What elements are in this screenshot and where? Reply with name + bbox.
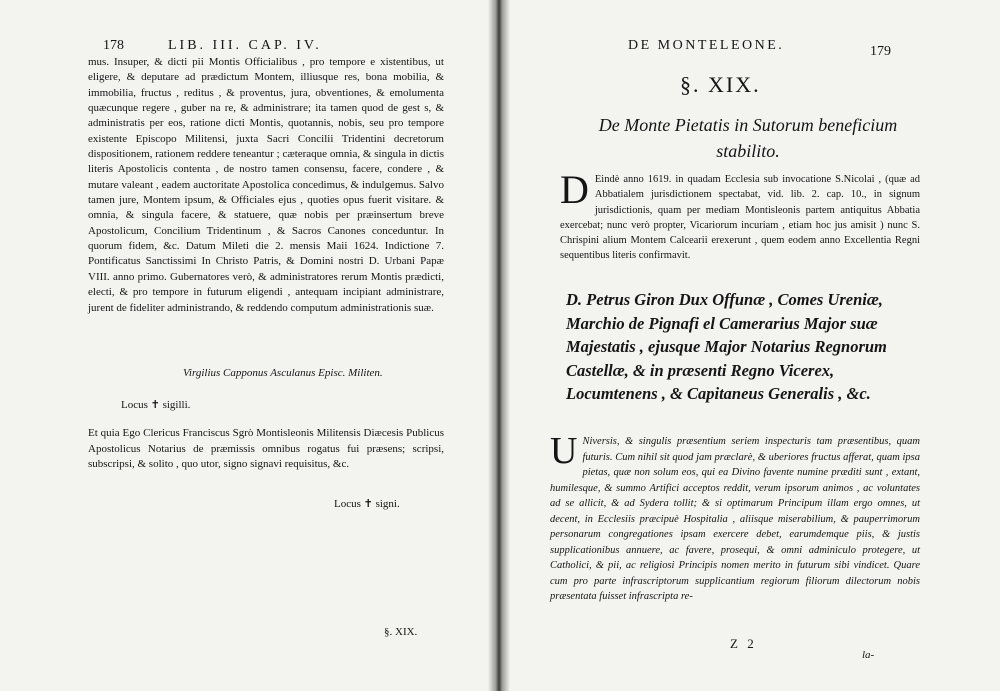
letter-paragraph — [550, 430, 920, 605]
running-head: LIB. III. CAP. IV. — [168, 38, 322, 53]
sign-locus: Locus ✝ signi. — [334, 498, 400, 510]
running-head: DE MONTELEONE. — [628, 38, 785, 53]
body-paragraph: mus. Insuper, & dicti pii Montis Officialibus , pro tempore e xistentibus, ut eligere, & deputare ad prædictum Montem, illiusque res, bona mobilia, & immobilia, fructus , reditus , & proventus, jura, obventiones, & emolumenta quæcunque regere , guber na re, & administrare; ita tamen quod de gest s, & administratis per eos, ratione dicti Montis, quotannis, nobis, seu pro tempore existente Episcopo Militensi, juxta Sacri Concilii Tridentini decretorum dispositionem, rationem reddere teneantur ; cæteraque omnia, & singula in dictis literis Apostolicis contenta , de nostro tamen consensu, facere, condere , & mutare valeant , eadem auctoritate Apostolica concedimus, & indulgemus. Salvo tamen jure, Montem ipsum, & Officiales ejus , quoties opus fuerit visitare. & omnia, & singula facere, & statuere, quæ nobis per præinsertum breve Apostolicum, Concilium Tridentinum , & Sacros Canones conceduntur. In quorum fidem, &c. Datum Mileti die 2. mensis Maii 1624. Indictione 7. Pontificatus Sanctissimi In Christo Patris, & Domini nostri D. Urbani Papæ VIII. anno primo. Gubernatores verò, & administratores rerum Montis prædicti, electi, & pro tempore in futurum eligendi , antequam incipiant administrare, jurent de fideliter administrando, & reddendo computum administrationis suæ. — [88, 56, 444, 314]
catchword: §. XIX. — [384, 626, 418, 638]
catchword: la- — [862, 649, 875, 661]
letter-text: Niversis, & singulis præsentium seriem inspecturis tam præsentibus, quam futuris. Cum nihil sit quod jam præclarè, & uberiores fructus afferat, quam ipsa pietas, quæ non solum eos, qui ea Divino favente numine præditi sunt , extant, humilesque, & summo Artifici acceptos reddit, verum ipsorum animos , ac voluntates ad se allicit, & ad Sydera tollit; & si optimarum Principum illam ergo omnes, ut decent, in Ecclesiis præcipuè Hospitalia , aliisque miserabilium, & pauperrimorum personarum congregationes ipsam exercere debet, earumdemque piis, & justis supplicationibus annuere, ac favere, prosequi, & omni adminiculo protegere, ut Catholici, & pii, ac religiosi Principis nomen merito in futurum sibi vindicet. Quare cum pro parte infrascriptorum supplicantium regiorum filiorum dilectorum nobis præsentata fuisset infrascripta re- — [550, 436, 920, 602]
decree-title: D. Petrus Giron Dux Offunæ , Comes Ureniæ, Marchio de Pignafi el Camerarius Major suæ Majestatis , ejusque Major Notarius Regnorum Castellæ, & in præsenti Regno Vicerex, Locumtenens , & Capitaneus Generalis , &c. — [566, 290, 887, 403]
intro-text: Eindè anno 1619. in quadam Ecclesia sub invocatione S.Nicolai , (quæ ad Abbatialem jurisdictionem spectabat, vid. lib. 2. cap. 10., in signum jurisdictionis, quam per mediam Montisleonis partem antiquitus Abbatia exercebat; nunc verò propter, Vicariorum incuriam , etiam hoc jus amisit ) nunc S. Chrispini alium Montem Calcearii erexerunt , quem eodem anno Excellentia Regni sequentibus literis confirmavit. — [560, 174, 920, 262]
signature-mark: Z 2 — [730, 636, 757, 651]
section-number: §. XIX. — [680, 72, 761, 97]
page-number: 178 — [103, 38, 124, 53]
drop-cap: U — [550, 430, 578, 472]
drop-cap: D — [560, 167, 589, 212]
body-text — [88, 55, 444, 316]
left-page — [0, 0, 488, 691]
book-gutter — [488, 0, 510, 691]
bishop-signature: Virgilius Capponus Asculanus Episc. Militen. — [183, 367, 383, 379]
notary-paragraph: Et quia Ego Clericus Franciscus Sgrò Montisleonis Militensis Diæcesis Publicus Apostolicus Notarius de præmissis omnibus rogatus fui præsens; scripsi, subscripsi, & solito , quo utor, signo signavi requisitus, &c. — [88, 427, 444, 470]
section-title: De Monte Pietatis in Sutorum beneficium stabilito. — [598, 115, 898, 161]
page-number: 179 — [870, 44, 891, 59]
seal-locus: Locus ✝ sigilli. — [121, 399, 191, 411]
right-page — [510, 0, 1000, 691]
intro-paragraph — [560, 167, 920, 264]
